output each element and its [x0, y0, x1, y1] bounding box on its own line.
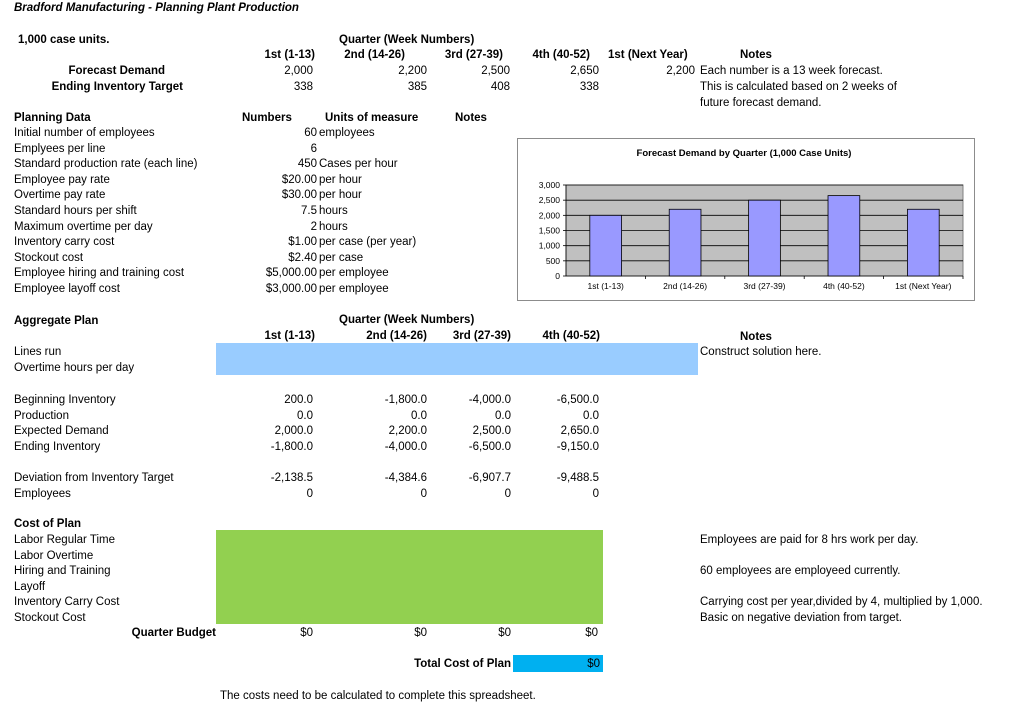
chart-title: Forecast Demand by Quarter (1,000 Case Units) [636, 148, 852, 159]
notes-header: Notes [740, 49, 772, 61]
chart-y-tick-label: 3,000 [538, 180, 560, 190]
cost-note: Basic on negative deviation from target. [700, 612, 903, 624]
planning-label: Employee layoff cost [14, 283, 120, 295]
agg-cell[interactable]: 2,650.0 [560, 425, 599, 438]
aggregate-header: Aggregate Plan [14, 315, 99, 327]
chart-y-tick-label: 1,000 [538, 240, 560, 251]
chart-y-tick-label: 2,500 [538, 195, 560, 206]
agg-cell[interactable]: -2,138.5 [270, 472, 313, 484]
cost-row-label: Layoff [14, 580, 46, 593]
planning-unit: per hour [319, 189, 362, 202]
cost-row-label: Stockout Cost [14, 612, 86, 624]
col-header: 4th (40-52) [532, 49, 590, 61]
agg-cell[interactable]: -9,488.5 [556, 472, 599, 484]
planning-unit: hours [319, 205, 348, 217]
cost-header: Cost of Plan [14, 518, 82, 530]
planning-value[interactable]: $3,000.00 [265, 283, 317, 295]
cost-row-label: Labor Regular Time [14, 534, 115, 546]
cell[interactable]: 2,000 [284, 65, 313, 77]
agg-cell[interactable]: -4,000.0 [384, 440, 427, 453]
planning-label: Standard hours per shift [14, 205, 137, 217]
planning-value[interactable]: 450 [297, 158, 317, 171]
chart-y-tick-label: 0 [555, 271, 560, 281]
agg-row-label: Production [14, 409, 69, 422]
cost-row-label: Inventory Carry Cost [14, 596, 120, 609]
agg-cell[interactable]: -1,800.0 [384, 394, 427, 406]
planning-label: Stockout cost [14, 251, 84, 264]
agg-row-label: Ending Inventory [14, 440, 101, 453]
planning-value[interactable]: 7.5 [301, 205, 317, 217]
cell[interactable]: 338 [293, 81, 313, 93]
chart-y-tick-label: 1,500 [538, 225, 560, 236]
agg-cell[interactable]: 0 [420, 487, 427, 500]
agg-cell[interactable]: 0.0 [583, 409, 599, 422]
cell[interactable]: 408 [490, 81, 510, 93]
planning-value[interactable]: 2 [310, 220, 317, 233]
cell[interactable]: 2,650 [570, 65, 599, 77]
total-cost-value: $0 [587, 658, 600, 670]
planning-header: Planning Data [14, 112, 91, 124]
chart-y-tick-label: 500 [545, 255, 560, 266]
budget-cell[interactable]: $0 [585, 627, 598, 639]
planning-value[interactable]: $1.00 [288, 236, 317, 249]
cell[interactable]: 2,500 [481, 65, 510, 77]
agg-row-label: Employees [14, 487, 71, 500]
planning-label: Overtime pay rate [14, 189, 106, 202]
chart-x-tick-label: 2nd (14-26) [663, 281, 708, 291]
agg-cell[interactable]: -6,500.0 [468, 440, 511, 453]
planning-value[interactable]: $5,000.00 [265, 267, 317, 280]
agg-col-header: 4th (40-52) [542, 330, 600, 342]
cell[interactable]: 2,200 [666, 65, 695, 77]
input-cells-block[interactable] [216, 343, 698, 375]
numbers-header: Numbers [242, 112, 292, 124]
chart-x-tick-label: 1st (Next Year) [895, 281, 952, 291]
agg-cell[interactable]: 2,200.0 [388, 425, 427, 438]
planning-label: Emplyees per line [14, 142, 106, 155]
note-line: This is calculated based on 2 weeks of [700, 81, 897, 93]
row-label: Ending Inventory Target [51, 81, 183, 93]
agg-cell[interactable]: 0.0 [297, 409, 313, 422]
agg-cell[interactable]: 2,500.0 [472, 425, 511, 438]
agg-row-label: Expected Demand [14, 425, 109, 438]
footer-note: The costs need to be calculated to complete this spreadsheet. [220, 690, 536, 702]
planning-value[interactable]: $2.40 [288, 251, 317, 264]
budget-cell[interactable]: $0 [498, 627, 511, 639]
chart-x-tick-label: 3rd (27-39) [743, 281, 786, 291]
cell[interactable]: 2,200 [398, 65, 427, 77]
planning-unit: Cases per hour [319, 158, 398, 171]
agg-cell[interactable]: 200.0 [284, 394, 313, 406]
cost-note: Carrying cost per year,divided by 4, multiplied by 1,000. [700, 596, 983, 608]
col-header: 3rd (27-39) [444, 49, 503, 61]
planning-label: Maximum overtime per day [14, 220, 153, 233]
total-cost-label: Total Cost of Plan [414, 658, 511, 670]
quarter-budget-label: Quarter Budget [131, 627, 216, 639]
cost-note: Employees are paid for 8 hrs work per day. [700, 534, 919, 546]
agg-cell[interactable]: -4,000.0 [468, 394, 511, 406]
agg-cell[interactable]: -6,907.7 [468, 472, 511, 484]
planning-unit: per employee [319, 267, 389, 280]
chart-bar [749, 200, 781, 276]
units-header: Units of measure [325, 112, 419, 124]
agg-col-header: 3rd (27-39) [452, 330, 511, 342]
planning-label: Initial number of employees [14, 127, 155, 139]
planning-unit: per hour [319, 173, 362, 186]
cost-note: 60 employees are employeed currently. [700, 565, 901, 577]
cost-cells-block[interactable] [216, 530, 603, 624]
chart-bar [590, 215, 622, 276]
planning-unit: hours [319, 220, 348, 233]
col-header: 1st (Next Year) [608, 49, 688, 61]
forecast-chart [517, 138, 975, 301]
agg-cell[interactable]: 0.0 [495, 409, 511, 422]
agg-cell[interactable]: 0 [592, 487, 599, 500]
planning-label: Inventory carry cost [14, 236, 115, 249]
aggregate-quarter-header: Quarter (Week Numbers) [339, 314, 475, 326]
cost-row-label: Hiring and Training [14, 565, 111, 578]
planning-unit: employees [319, 127, 375, 139]
cost-row-label: Labor Overtime [14, 549, 94, 562]
planning-notes-header: Notes [455, 112, 487, 124]
row-label: Forecast Demand [68, 65, 165, 77]
col-header: 2nd (14-26) [344, 49, 405, 61]
planning-value[interactable]: 6 [310, 142, 317, 155]
agg-cell[interactable]: -9,150.0 [556, 440, 599, 453]
units-note: 1,000 case units. [18, 34, 110, 46]
agg-cell[interactable]: -4,384.6 [384, 472, 427, 484]
planning-label: Employee hiring and training cost [14, 267, 185, 280]
note-line: future forecast demand. [700, 97, 822, 109]
construct-note: Construct solution here. [700, 346, 822, 358]
col-header: 1st (1-13) [264, 49, 315, 61]
lines-run-label: Lines run [14, 346, 62, 358]
agg-cell[interactable]: 2,000.0 [274, 425, 313, 438]
planning-label: Employee pay rate [14, 173, 110, 186]
chart-bar [669, 209, 701, 276]
agg-row-label: Deviation from Inventory Target [14, 472, 174, 484]
chart-bar [828, 196, 860, 276]
chart-y-tick-label: 2,000 [538, 210, 560, 221]
chart-bar [907, 209, 939, 276]
planning-value[interactable]: 60 [304, 127, 317, 139]
planning-unit: per employee [319, 283, 389, 295]
planning-unit: per case [319, 251, 364, 264]
chart-x-tick-label: 1st (1-13) [587, 281, 624, 291]
cell[interactable]: 385 [407, 81, 427, 93]
agg-col-header: 2nd (14-26) [366, 330, 427, 342]
agg-col-header: 1st (1-13) [264, 330, 315, 342]
sheet-title: Bradford Manufacturing - Planning Plant Production [14, 2, 299, 14]
quarter-header: Quarter (Week Numbers) [339, 34, 475, 46]
agg-cell[interactable]: -1,800.0 [270, 440, 313, 453]
budget-cell[interactable]: $0 [300, 627, 313, 639]
budget-cell[interactable]: $0 [414, 627, 427, 639]
planning-value[interactable]: $20.00 [281, 173, 317, 186]
forecast-chart-svg [518, 139, 974, 300]
chart-x-tick-label: 4th (40-52) [823, 281, 865, 291]
agg-cell[interactable]: -6,500.0 [556, 394, 599, 406]
agg-notes-header: Notes [740, 331, 772, 343]
overtime-hours-label: Overtime hours per day [14, 362, 135, 374]
agg-cell[interactable]: 0 [306, 487, 313, 500]
agg-cell[interactable]: 0.0 [411, 409, 427, 422]
agg-row-label: Beginning Inventory [14, 394, 116, 406]
cell[interactable]: 338 [579, 81, 599, 93]
note-line: Each number is a 13 week forecast. [700, 65, 883, 77]
planning-unit: per case (per year) [319, 236, 417, 249]
total-cost-cell[interactable] [513, 655, 603, 672]
agg-cell[interactable]: 0 [504, 487, 511, 500]
planning-value[interactable]: $30.00 [281, 189, 317, 202]
planning-label: Standard production rate (each line) [14, 158, 198, 171]
